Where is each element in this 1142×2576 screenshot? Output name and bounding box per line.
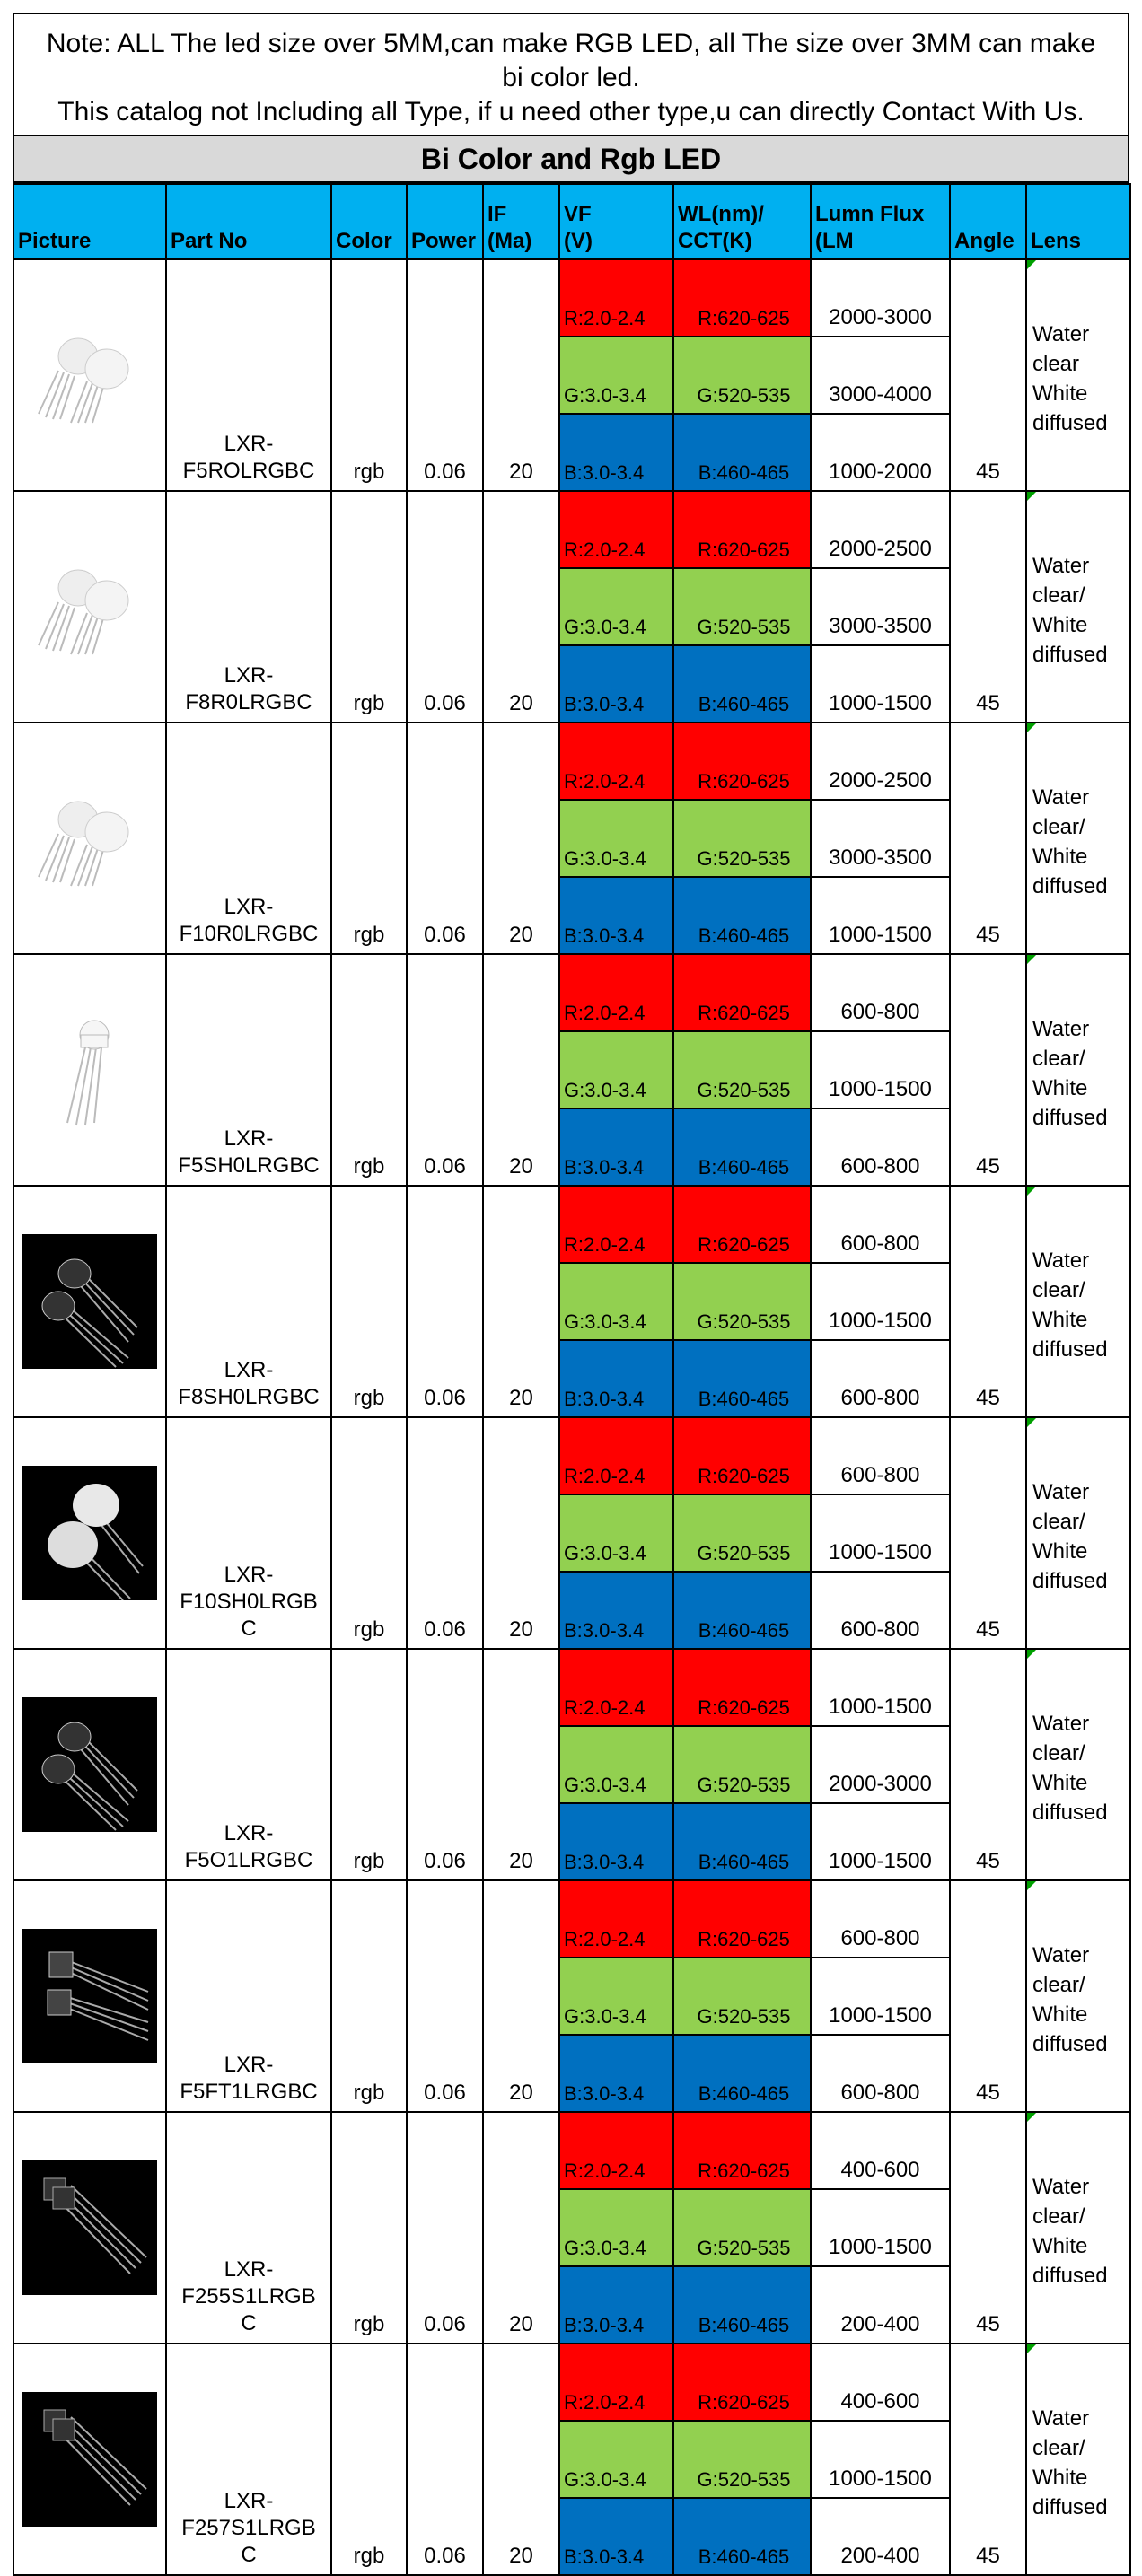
vf-blue: B:3.0-3.4 [559, 1803, 673, 1880]
part-no-line: F10SH0LRGB [180, 1590, 318, 1614]
angle-value: 45 [950, 954, 1026, 1186]
flux-blue: 600-800 [811, 1108, 950, 1186]
comment-marker [1027, 2113, 1036, 2122]
vf-red: R:2.0-2.4 [559, 954, 673, 1031]
flux-blue: 1000-1500 [811, 645, 950, 723]
lens-line: clear/ [1032, 2204, 1085, 2229]
flux-green: 1000-1500 [811, 1958, 950, 2035]
part-no-line: LXR- [224, 2053, 274, 2077]
part-no-line: F5FT1LRGBC [180, 2080, 318, 2104]
power-value: 0.06 [407, 2344, 483, 2575]
header-wl [673, 184, 811, 259]
lens-line: White [1032, 1539, 1088, 1564]
part-no-line: F10R0LRGBC [179, 922, 319, 946]
flux-green: 3000-3500 [811, 568, 950, 645]
vf-blue: B:3.0-3.4 [559, 645, 673, 723]
part-no-line: F5ROLRGBC [182, 459, 315, 483]
angle-value: 45 [950, 1649, 1026, 1880]
header-if-line1: IF [488, 202, 507, 226]
lens-type [1026, 1880, 1130, 2112]
vf-green: G:3.0-3.4 [559, 1958, 673, 2035]
vf-blue: B:3.0-3.4 [559, 1340, 673, 1417]
led-color: rgb [331, 259, 407, 491]
flux-blue: 1000-2000 [811, 414, 950, 491]
vf-blue: B:3.0-3.4 [559, 2498, 673, 2575]
lens-line: diffused [1032, 2264, 1108, 2288]
part-no-line: LXR- [224, 895, 274, 919]
product-photo [13, 954, 166, 1186]
catalog-sheet [13, 13, 1129, 2576]
led-color: rgb [331, 1186, 407, 1417]
part-no-line: F257S1LRGB [181, 2516, 316, 2540]
lens-line: Water [1032, 1712, 1090, 1736]
flux-green: 3000-3500 [811, 800, 950, 877]
vf-red: R:2.0-2.4 [559, 259, 673, 337]
flux-red: 2000-3000 [811, 259, 950, 337]
lens-type [1026, 259, 1130, 491]
part-no-line: F8R0LRGBC [185, 690, 312, 714]
lens-line: White [1032, 1076, 1088, 1100]
flux-red: 600-800 [811, 1417, 950, 1494]
vf-green: G:3.0-3.4 [559, 1263, 673, 1340]
part-no [166, 491, 331, 723]
vf-red: R:2.0-2.4 [559, 1649, 673, 1726]
wl-green: G:520-535 [673, 1958, 811, 2035]
lens-line: Water [1032, 322, 1090, 346]
lens-line: White [1032, 2234, 1088, 2258]
wl-blue: B:460-465 [673, 414, 811, 491]
part-no-line: F5O1LRGBC [184, 1848, 313, 1872]
power-value: 0.06 [407, 1417, 483, 1649]
wl-red: R:620-625 [673, 723, 811, 800]
product-row [13, 1417, 1130, 1494]
lens-line: clear/ [1032, 1510, 1085, 1534]
header-part-no: Part No [166, 184, 331, 259]
comment-marker [1027, 955, 1036, 964]
wl-blue: B:460-465 [673, 1340, 811, 1417]
lens-line: Water [1032, 2175, 1090, 2199]
lens-line: diffused [1032, 643, 1108, 667]
header-flux-line1: Lumn Flux [815, 202, 925, 226]
lens-type [1026, 2344, 1130, 2575]
product-photo [13, 1186, 166, 1417]
header-if [483, 184, 559, 259]
lens-line: White [1032, 2002, 1088, 2027]
wl-green: G:520-535 [673, 2421, 811, 2498]
note-line: This catalog not Including all Type, if u need other type,u can directly Contact With Us. [57, 97, 1085, 127]
flux-green: 1000-1500 [811, 2189, 950, 2266]
part-no-line: LXR- [224, 432, 274, 456]
header-lens: Lens [1026, 184, 1130, 259]
part-no [166, 723, 331, 954]
lens-line: clear/ [1032, 583, 1085, 608]
flux-blue: 200-400 [811, 2266, 950, 2344]
note-line: bi color led. [502, 63, 640, 92]
product-photo [13, 2344, 166, 2575]
lens-line: diffused [1032, 1337, 1108, 1362]
lens-line: diffused [1032, 2495, 1108, 2519]
lens-line: White [1032, 1308, 1088, 1332]
angle-value: 45 [950, 1880, 1026, 2112]
wl-red: R:620-625 [673, 954, 811, 1031]
flux-red: 400-600 [811, 2112, 950, 2189]
lens-type [1026, 954, 1130, 1186]
lens-type [1026, 1417, 1130, 1649]
if-value: 20 [483, 1880, 559, 2112]
wl-red: R:620-625 [673, 259, 811, 337]
product-photo [13, 259, 166, 491]
product-photo [13, 2112, 166, 2344]
vf-green: G:3.0-3.4 [559, 2421, 673, 2498]
lens-line: diffused [1032, 1801, 1108, 1825]
power-value: 0.06 [407, 2112, 483, 2344]
power-value: 0.06 [407, 954, 483, 1186]
lens-type [1026, 1186, 1130, 1417]
header-vf-line2: (V) [564, 229, 593, 253]
product-photo [13, 1880, 166, 2112]
comment-marker [1027, 723, 1036, 732]
led-spec-table [13, 183, 1131, 2576]
lens-line: clear/ [1032, 1741, 1085, 1766]
part-no-line: C [241, 1617, 257, 1641]
vf-red: R:2.0-2.4 [559, 2344, 673, 2421]
vf-red: R:2.0-2.4 [559, 1880, 673, 1958]
wl-blue: B:460-465 [673, 877, 811, 954]
wl-red: R:620-625 [673, 1417, 811, 1494]
header-color: Color [331, 184, 407, 259]
header-vf [559, 184, 673, 259]
angle-value: 45 [950, 1417, 1026, 1649]
header-wl-line2: CCT(K) [678, 229, 752, 253]
part-no [166, 259, 331, 491]
part-no [166, 2344, 331, 2575]
flux-green: 1000-1500 [811, 1494, 950, 1572]
flux-blue: 600-800 [811, 2035, 950, 2112]
product-row [13, 2344, 1130, 2421]
lens-line: clear/ [1032, 815, 1085, 839]
angle-value: 45 [950, 723, 1026, 954]
lens-line: Water [1032, 2406, 1090, 2431]
vf-green: G:3.0-3.4 [559, 568, 673, 645]
flux-red: 2000-2500 [811, 491, 950, 568]
vf-blue: B:3.0-3.4 [559, 1108, 673, 1186]
vf-blue: B:3.0-3.4 [559, 1572, 673, 1649]
part-no-line: LXR- [224, 1358, 274, 1382]
flux-green: 1000-1500 [811, 2421, 950, 2498]
part-no-line: LXR- [224, 2257, 274, 2282]
part-no [166, 1417, 331, 1649]
part-no-line: C [241, 2311, 257, 2335]
wl-blue: B:460-465 [673, 2035, 811, 2112]
header-power: Power [407, 184, 483, 259]
vf-red: R:2.0-2.4 [559, 2112, 673, 2189]
power-value: 0.06 [407, 491, 483, 723]
if-value: 20 [483, 491, 559, 723]
lens-line: diffused [1032, 1106, 1108, 1130]
flux-red: 600-800 [811, 1880, 950, 1958]
product-row [13, 2112, 1130, 2189]
wl-green: G:520-535 [673, 2189, 811, 2266]
flux-blue: 200-400 [811, 2498, 950, 2575]
if-value: 20 [483, 1649, 559, 1880]
flux-blue: 600-800 [811, 1572, 950, 1649]
led-color: rgb [331, 1417, 407, 1649]
header-if-line2: (Ma) [488, 229, 532, 253]
vf-red: R:2.0-2.4 [559, 1186, 673, 1263]
vf-blue: B:3.0-3.4 [559, 2035, 673, 2112]
lens-line: Water [1032, 554, 1090, 578]
lens-type [1026, 1649, 1130, 1880]
lens-line: diffused [1032, 411, 1108, 435]
comment-marker [1027, 1418, 1036, 1427]
if-value: 20 [483, 1186, 559, 1417]
lens-line: White [1032, 381, 1088, 406]
part-no [166, 954, 331, 1186]
if-value: 20 [483, 954, 559, 1186]
wl-green: G:520-535 [673, 337, 811, 414]
part-no-line: F8SH0LRGBC [178, 1385, 320, 1409]
power-value: 0.06 [407, 1186, 483, 1417]
flux-blue: 1000-1500 [811, 877, 950, 954]
product-row [13, 954, 1130, 1031]
table-header-row [13, 184, 1130, 259]
wl-green: G:520-535 [673, 1494, 811, 1572]
wl-blue: B:460-465 [673, 2498, 811, 2575]
flux-blue: 1000-1500 [811, 1803, 950, 1880]
part-no [166, 1649, 331, 1880]
wl-red: R:620-625 [673, 491, 811, 568]
header-angle: Angle [950, 184, 1026, 259]
if-value: 20 [483, 723, 559, 954]
flux-red: 400-600 [811, 2344, 950, 2421]
led-color: rgb [331, 1649, 407, 1880]
comment-marker [1027, 1187, 1036, 1196]
vf-green: G:3.0-3.4 [559, 1494, 673, 1572]
product-row [13, 491, 1130, 568]
comment-marker [1027, 260, 1036, 269]
header-picture: Picture [13, 184, 166, 259]
angle-value: 45 [950, 2112, 1026, 2344]
wl-red: R:620-625 [673, 1880, 811, 1958]
flux-red: 2000-2500 [811, 723, 950, 800]
led-color: rgb [331, 954, 407, 1186]
header-flux-line2: (LM [815, 229, 854, 253]
catalog-note [13, 13, 1129, 136]
flux-green: 1000-1500 [811, 1263, 950, 1340]
product-row [13, 723, 1130, 800]
comment-marker [1027, 492, 1036, 501]
angle-value: 45 [950, 491, 1026, 723]
lens-type [1026, 491, 1130, 723]
lens-line: clear/ [1032, 1047, 1085, 1071]
header-wl-line1: WL(nm)/ [678, 202, 764, 226]
wl-blue: B:460-465 [673, 2266, 811, 2344]
angle-value: 45 [950, 2344, 1026, 2575]
comment-marker [1027, 1650, 1036, 1659]
flux-red: 600-800 [811, 954, 950, 1031]
vf-green: G:3.0-3.4 [559, 2189, 673, 2266]
product-photo [13, 1417, 166, 1649]
led-color: rgb [331, 723, 407, 954]
lens-line: diffused [1032, 1569, 1108, 1593]
product-row [13, 259, 1130, 337]
wl-red: R:620-625 [673, 2344, 811, 2421]
part-no-line: LXR- [224, 663, 274, 688]
lens-line: White [1032, 2466, 1088, 2490]
header-vf-line1: VF [564, 202, 592, 226]
part-no-line: LXR- [224, 1821, 274, 1845]
lens-line: Water [1032, 1249, 1090, 1273]
lens-line: clear/ [1032, 2436, 1085, 2460]
vf-blue: B:3.0-3.4 [559, 877, 673, 954]
wl-blue: B:460-465 [673, 1572, 811, 1649]
vf-green: G:3.0-3.4 [559, 1031, 673, 1108]
angle-value: 45 [950, 259, 1026, 491]
lens-line: White [1032, 845, 1088, 869]
wl-red: R:620-625 [673, 2112, 811, 2189]
lens-type [1026, 2112, 1130, 2344]
lens-line: diffused [1032, 874, 1108, 898]
part-no-line: F255S1LRGB [181, 2284, 316, 2309]
power-value: 0.06 [407, 1649, 483, 1880]
if-value: 20 [483, 2112, 559, 2344]
comment-marker [1027, 1881, 1036, 1890]
wl-green: G:520-535 [673, 1031, 811, 1108]
power-value: 0.06 [407, 723, 483, 954]
product-row [13, 1649, 1130, 1726]
vf-blue: B:3.0-3.4 [559, 414, 673, 491]
product-photo [13, 1649, 166, 1880]
power-value: 0.06 [407, 1880, 483, 2112]
part-no-line: LXR- [224, 1563, 274, 1587]
wl-green: G:520-535 [673, 568, 811, 645]
product-photo [13, 723, 166, 954]
led-color: rgb [331, 1880, 407, 2112]
vf-green: G:3.0-3.4 [559, 1726, 673, 1803]
if-value: 20 [483, 1417, 559, 1649]
wl-red: R:620-625 [673, 1186, 811, 1263]
if-value: 20 [483, 2344, 559, 2575]
led-color: rgb [331, 2344, 407, 2575]
lens-line: Water [1032, 785, 1090, 810]
vf-red: R:2.0-2.4 [559, 723, 673, 800]
vf-red: R:2.0-2.4 [559, 1417, 673, 1494]
wl-green: G:520-535 [673, 1726, 811, 1803]
part-no [166, 1186, 331, 1417]
led-color: rgb [331, 491, 407, 723]
flux-green: 3000-4000 [811, 337, 950, 414]
product-row [13, 1880, 1130, 1958]
lens-line: clear [1032, 352, 1080, 376]
lens-line: Water [1032, 1943, 1090, 1967]
lens-type [1026, 723, 1130, 954]
product-row [13, 1186, 1130, 1263]
vf-red: R:2.0-2.4 [559, 491, 673, 568]
flux-green: 1000-1500 [811, 1031, 950, 1108]
flux-red: 600-800 [811, 1186, 950, 1263]
part-no-line: C [241, 2543, 257, 2567]
header-flux [811, 184, 950, 259]
lens-line: clear/ [1032, 1973, 1085, 1997]
wl-blue: B:460-465 [673, 1803, 811, 1880]
wl-red: R:620-625 [673, 1649, 811, 1726]
note-line: Note: ALL The led size over 5MM,can make RGB LED, all The size over 3MM can make [46, 29, 1096, 58]
power-value: 0.06 [407, 259, 483, 491]
wl-green: G:520-535 [673, 1263, 811, 1340]
wl-green: G:520-535 [673, 800, 811, 877]
wl-blue: B:460-465 [673, 645, 811, 723]
lens-line: White [1032, 1771, 1088, 1795]
section-title: Bi Color and Rgb LED [13, 136, 1129, 183]
lens-line: Water [1032, 1017, 1090, 1041]
lens-line: White [1032, 613, 1088, 637]
wl-blue: B:460-465 [673, 1108, 811, 1186]
lens-line: diffused [1032, 2032, 1108, 2056]
vf-green: G:3.0-3.4 [559, 337, 673, 414]
if-value: 20 [483, 259, 559, 491]
flux-red: 1000-1500 [811, 1649, 950, 1726]
part-no [166, 2112, 331, 2344]
vf-green: G:3.0-3.4 [559, 800, 673, 877]
flux-green: 2000-3000 [811, 1726, 950, 1803]
vf-blue: B:3.0-3.4 [559, 2266, 673, 2344]
product-photo [13, 491, 166, 723]
part-no-line: LXR- [224, 1126, 274, 1151]
flux-blue: 600-800 [811, 1340, 950, 1417]
part-no-line: F5SH0LRGBC [178, 1153, 320, 1178]
part-no-line: LXR- [224, 2489, 274, 2513]
lens-line: clear/ [1032, 1278, 1085, 1302]
lens-line: Water [1032, 1480, 1090, 1504]
angle-value: 45 [950, 1186, 1026, 1417]
comment-marker [1027, 2344, 1036, 2353]
part-no [166, 1880, 331, 2112]
led-color: rgb [331, 2112, 407, 2344]
